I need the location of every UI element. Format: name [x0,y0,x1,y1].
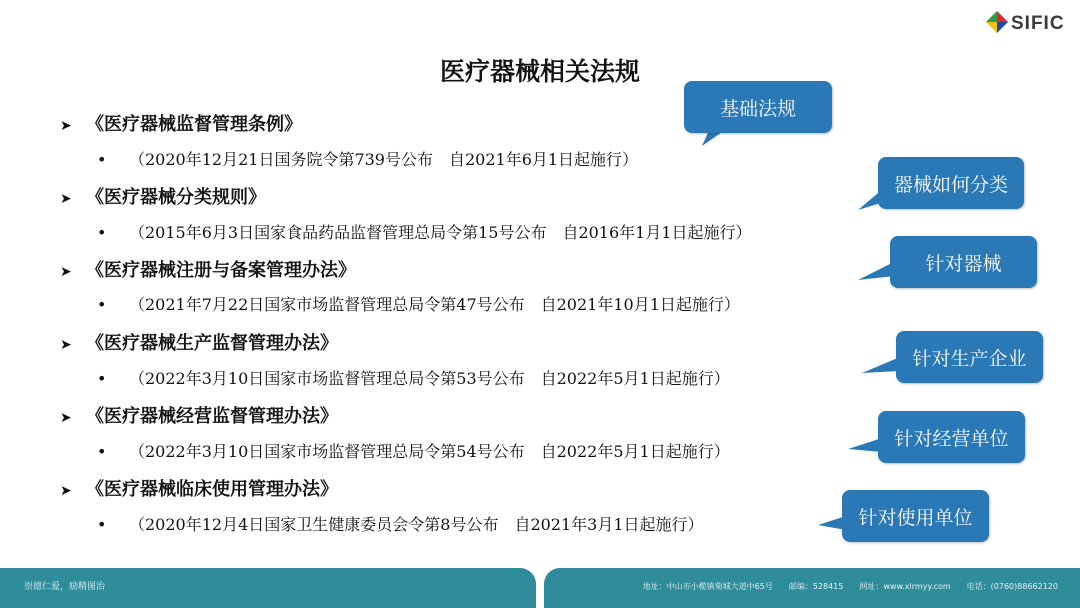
law-title-text: 《医疗器械临床使用管理办法》 [86,479,338,500]
dot-bullet-icon: • [97,295,107,314]
law-detail-text: （2020年12月4日国家卫生健康委员会令第8号公布 自2021年3月1日起施行） [129,515,704,534]
callout-user-unit: 针对使用单位 [842,490,989,542]
law-detail-text: （2015年6月3日国家食品药品监督管理总局令第15号公布 自2016年1月1日起施行） [129,223,752,242]
law-detail-text: （2022年3月10日国家市场监督管理总局令第54号公布 自2022年5月1日起施行） [129,442,730,461]
footer-address: 地址：中山市小榄镇菊城大道中65号 [642,582,773,591]
law-title-text: 《医疗器械分类规则》 [86,187,266,208]
arrow-bullet-icon: ➤ [60,483,72,499]
callout-device: 针对器械 [890,236,1037,288]
footer [0,568,1080,608]
dot-bullet-icon: • [97,369,107,388]
callout-pointer [862,357,900,373]
dot-bullet-icon: • [97,515,107,534]
dot-bullet-icon: • [97,150,107,169]
arrow-bullet-icon: ➤ [60,410,72,426]
law-detail-text: （2021年7月22日国家市场监督管理总局令第47号公布 自2021年10月1日起施行） [129,295,740,314]
callout-pointer [858,262,894,280]
footer-contact [627,581,1058,592]
dot-bullet-icon: • [97,442,107,461]
arrow-bullet-icon: ➤ [60,191,72,207]
dot-bullet-icon: • [97,223,107,242]
arrow-bullet-icon: ➤ [60,118,72,134]
page-title: 医疗器械相关法规 [439,57,640,86]
law-title-text: 《医疗器械注册与备案管理办法》 [86,260,356,281]
callout-pointer [848,438,882,452]
callout-classification: 器械如何分类 [878,157,1024,209]
callout-manufacturer: 针对生产企业 [896,331,1043,383]
callout-basic-law: 基础法规 [684,81,832,133]
law-detail-text: （2022年3月10日国家市场监督管理总局令第53号公布 自2022年5月1日起施行） [129,369,730,388]
footer-right-panel [544,568,1080,608]
law-title-text: 《医疗器械经营监督管理办法》 [86,406,338,427]
logo-text: SIFIC [1011,13,1065,34]
footer-phone: 电话：(0760)88662120 [966,582,1058,591]
footer-website: 网址：www.xlrmyy.com [859,582,951,591]
law-title-text: 《医疗器械监督管理条例》 [86,114,302,135]
law-title-text: 《医疗器械生产监督管理办法》 [86,333,338,354]
callout-distributor: 针对经营单位 [878,411,1025,463]
footer-left-panel [0,568,536,608]
footer-slogan: 崇德仁爱，励精图治 [24,582,106,592]
arrow-bullet-icon: ➤ [60,264,72,280]
law-detail-text: （2020年12月21日国务院令第739号公布 自2021年6月1日起施行） [129,150,639,169]
arrow-bullet-icon: ➤ [60,337,72,353]
footer-postcode: 邮编：528415 [788,582,844,591]
